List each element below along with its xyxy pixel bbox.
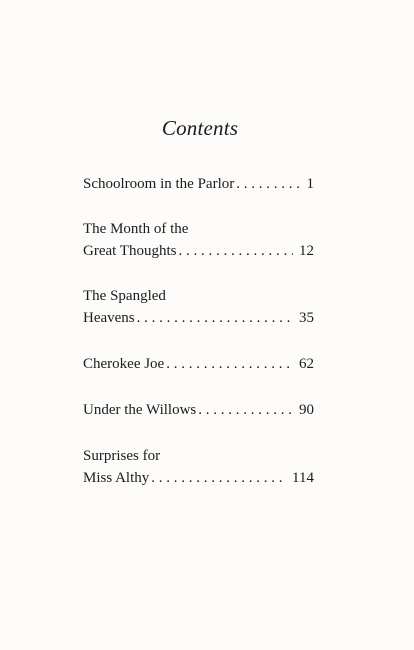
toc-entry-5 — [83, 399, 314, 421]
chapter-title-line-2: Miss Althy — [83, 470, 150, 486]
page-number: 12 — [299, 243, 314, 259]
chapter-title-line-2: Great Thoughts — [83, 243, 177, 259]
page-number: 114 — [292, 470, 314, 486]
toc-entry-1 — [83, 173, 314, 195]
chapter-title: Cherokee Joe — [83, 356, 165, 372]
dot-leader — [135, 307, 293, 329]
toc-entry-2 — [83, 218, 314, 262]
dot-leader — [164, 353, 293, 375]
dot-leader — [176, 240, 293, 262]
toc-entry-4 — [83, 353, 314, 375]
page-number: 35 — [299, 310, 314, 326]
contents-heading: Contents — [161, 116, 239, 140]
toc-entry-6 — [83, 445, 314, 489]
chapter-title: Schoolroom in the Parlor — [83, 176, 235, 192]
toc-entry-3 — [83, 285, 314, 329]
chapter-title: Under the Willows — [83, 402, 197, 418]
page-number: 1 — [306, 176, 314, 192]
page-number: 62 — [299, 356, 314, 372]
dot-leader — [234, 173, 300, 195]
chapter-title-line-1: The Spangled — [83, 288, 166, 304]
chapter-title-line-1: The Month of the — [83, 221, 189, 237]
dot-leader — [149, 467, 286, 489]
dot-leader — [196, 399, 293, 421]
chapter-title-line-1: Surprises for — [83, 448, 161, 464]
page-number: 90 — [299, 402, 314, 418]
chapter-title-line-2: Heavens — [83, 310, 135, 326]
